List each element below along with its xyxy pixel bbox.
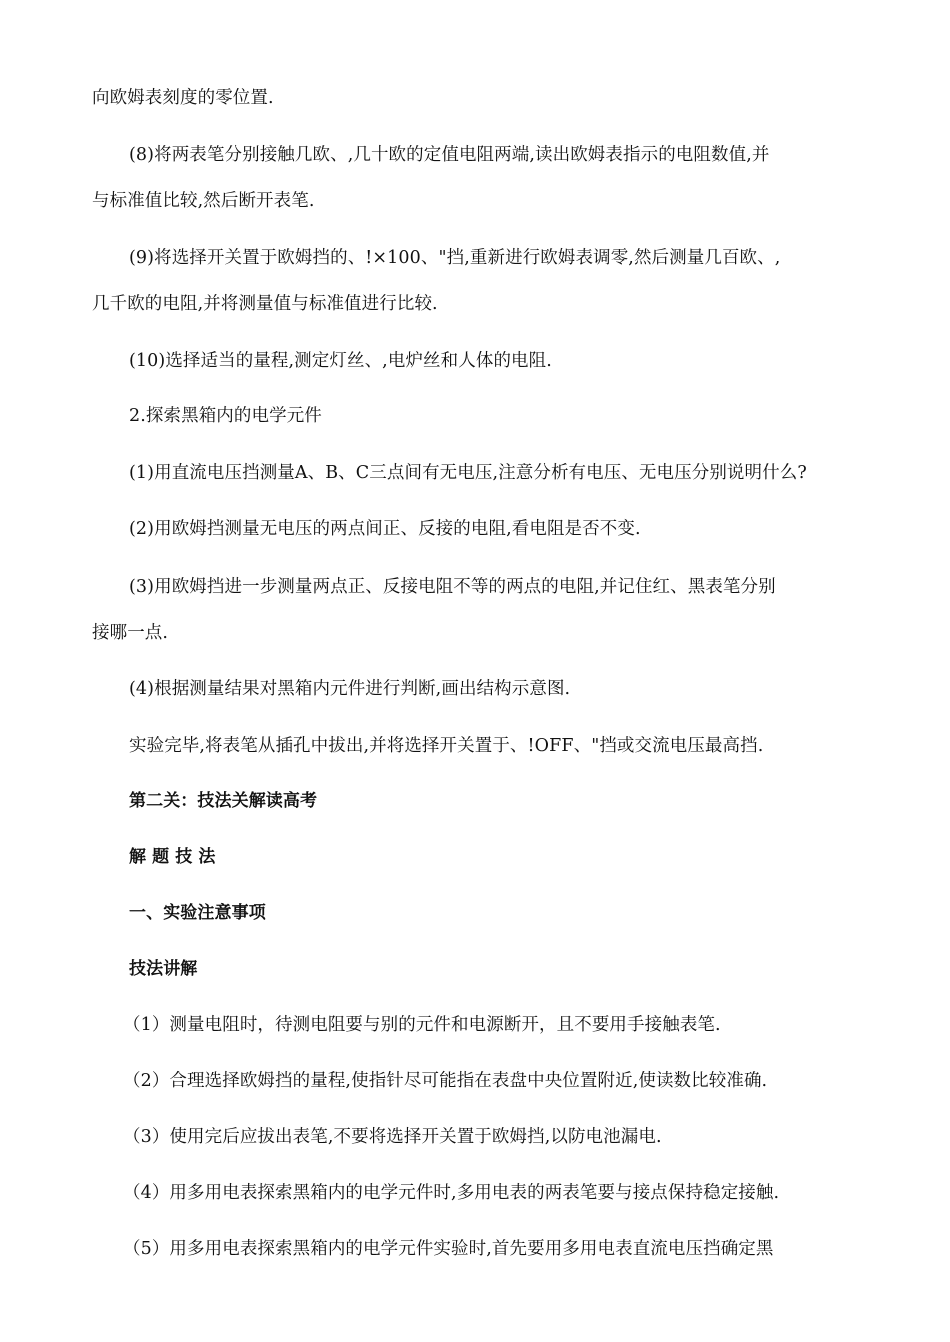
text-line: (10)选择适当的量程,测定灯丝、,电炉丝和人体的电阻. bbox=[129, 351, 552, 371]
text-line: （5）用多用电表探索黑箱内的电学元件实验时,首先要用多用电表直流电压挡确定黑 bbox=[123, 1239, 774, 1259]
text-line: (9)将选择开关置于欧姆挡的、!×100、"挡,重新进行欧姆表调零,然后测量几百欧、, bbox=[129, 248, 781, 268]
heading-explanation: 技法讲解 bbox=[129, 959, 198, 979]
text-line: (2)用欧姆挡测量无电压的两点间正、反接的电阻,看电阻是否不变. bbox=[129, 519, 641, 539]
text-line: （1）测量电阻时，待测电阻要与别的元件和电源断开，且不要用手接触表笔. bbox=[123, 1015, 721, 1035]
text-line: (1)用直流电压挡测量A、B、C三点间有无电压,注意分析有电压、无电压分别说明什么? bbox=[129, 463, 807, 483]
chapter-heading: 第二关：技法关解读高考 bbox=[129, 791, 318, 811]
text-line: (3)用欧姆挡进一步测量两点正、反接电阻不等的两点的电阻,并记住红、黑表笔分别 bbox=[129, 577, 776, 597]
text-line: （4）用多用电表探索黑箱内的电学元件时,多用电表的两表笔要与接点保持稳定接触. bbox=[123, 1183, 780, 1203]
heading-techniques: 解 题 技 法 bbox=[129, 847, 216, 867]
text-line: 几千欧的电阻,并将测量值与标准值进行比较. bbox=[92, 294, 438, 314]
text-line: （3）使用完后应拔出表笔,不要将选择开关置于欧姆挡,以防电池漏电. bbox=[123, 1127, 662, 1147]
text-line: （2）合理选择欧姆挡的量程,使指针尽可能指在表盘中央位置附近,使读数比较准确. bbox=[123, 1071, 768, 1091]
text-line: (4)根据测量结果对黑箱内元件进行判断,画出结构示意图. bbox=[129, 679, 571, 699]
text-line: 向欧姆表刻度的零位置. bbox=[92, 88, 274, 108]
text-line: 与标准值比较,然后断开表笔. bbox=[92, 191, 315, 211]
text-line: 实验完毕,将表笔从插孔中拔出,并将选择开关置于、!OFF、"挡或交流电压最高挡. bbox=[129, 736, 764, 756]
text-line: 接哪一点. bbox=[92, 623, 169, 643]
text-line: (8)将两表笔分别接触几欧、,几十欧的定值电阻两端,读出欧姆表指示的电阻数值,并 bbox=[129, 145, 770, 165]
section-heading: 2.探索黑箱内的电学元件 bbox=[129, 406, 322, 426]
heading-precautions: 一、实验注意事项 bbox=[129, 903, 266, 923]
